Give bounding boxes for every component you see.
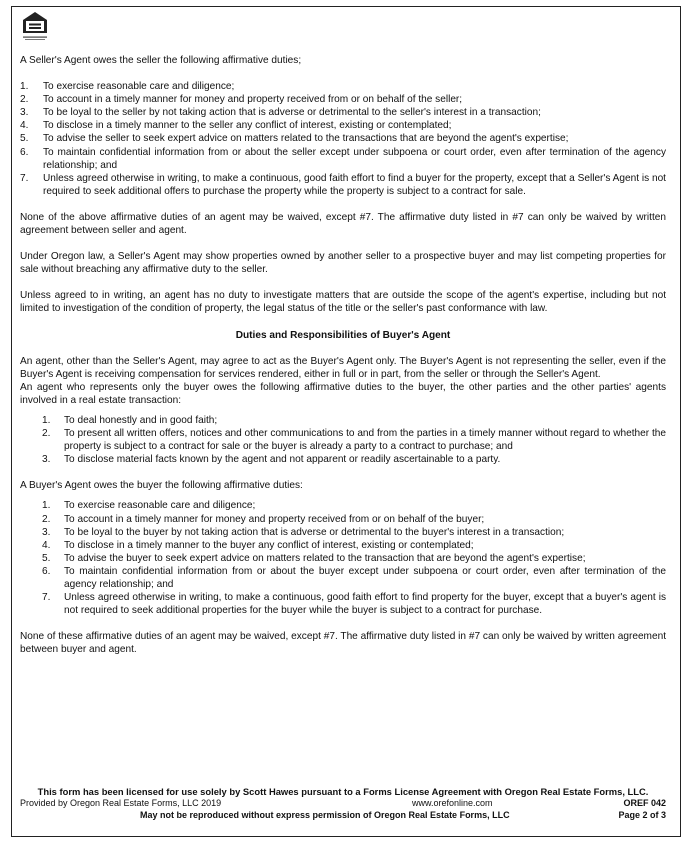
list-item: 2. To present all written offers, notices and other communications to and from the parties in a timely manner without regard to whether the property is subject to a contract for sale or the buyer is already a party to a contract to purchase; and bbox=[42, 428, 666, 453]
page-number: Page 2 of 3 bbox=[618, 809, 666, 820]
list-item: 3. To disclose material facts known by the agent and not apparent or readily ascertainable to a party. bbox=[42, 454, 501, 466]
party-duties-list bbox=[20, 414, 666, 466]
provided-by: Provided by Oregon Real Estate Forms, LLC 2019 bbox=[20, 797, 222, 808]
page-footer bbox=[20, 786, 666, 822]
list-item: 7. Unless agreed otherwise in writing, to make a continuous, good faith effort to find property for the buyer, except that a buyer's agent is not required to seek additional properties for the buyer while the buyer is subject to a contract for purchase. bbox=[42, 592, 666, 617]
buyer-agent-duties-paragraph: An agent who represents only the buyer owes the following affirmative duties to the buyer, the other parties and the other parties' agents involved in a real estate transaction: bbox=[20, 381, 666, 406]
investigation-paragraph: Unless agreed to in writing, an agent has no duty to investigate matters that are outside the scope of the agent's expertise, including but not limited to investigation of the condition of property, the legal status of the title or the seller's past conformance with law. bbox=[20, 290, 666, 315]
reproduction-notice: May not be reproduced without express permission of Oregon Real Estate Forms, LLC bbox=[140, 809, 510, 820]
list-item: 7. Unless agreed otherwise in writing, to make a continuous, good faith effort to find a buyer for the property, except that a Seller's Agent is not required to seek additional offers to purchase the property while the property is subject to a contract for sale. bbox=[20, 172, 666, 197]
section-heading: Duties and Responsibilities of Buyer's Agent bbox=[235, 329, 451, 341]
list-item: 3. To be loyal to the seller by not taking action that is adverse or detrimental to the seller's interest in a transaction; bbox=[20, 107, 541, 119]
list-item: 1. To exercise reasonable care and diligence; bbox=[20, 81, 235, 93]
list-item: 3. To be loyal to the buyer by not taking action that is adverse or detrimental to the buyer's interest in a transaction; bbox=[42, 526, 565, 538]
license-notice: This form has been licensed for use solely by Scott Hawes pursuant to a Forms License Agreement with Oregon Real Estate Forms, LLC. bbox=[37, 786, 649, 797]
list-item: 5. To advise the buyer to seek expert advice on matters related to the transaction that are beyond the agent's expertise; bbox=[42, 552, 586, 564]
form-id: OREF 042 bbox=[623, 797, 666, 808]
waiver-paragraph-seller: None of the above affirmative duties of an agent may be waived, except #7. The affirmative duty listed in #7 can only be waived by written agreement between seller and agent. bbox=[20, 211, 666, 237]
buyer-duties-list bbox=[20, 499, 666, 617]
list-item: 1. To exercise reasonable care and diligence; bbox=[42, 500, 256, 512]
list-item: 6. To maintain confidential information from or about the buyer except under subpoena or court order, even after termination of the agency relationship; and bbox=[42, 565, 666, 590]
document-body bbox=[20, 54, 666, 656]
equal-housing-opportunity-icon bbox=[21, 11, 49, 45]
footer-row-1 bbox=[20, 798, 666, 810]
list-item: 4. To disclose in a timely manner to the buyer any conflict of interest, existing or contemplated; bbox=[42, 539, 474, 551]
seller-duties-intro: A Seller's Agent owes the seller the following affirmative duties; bbox=[20, 55, 302, 66]
website-link[interactable]: www.orefonline.com bbox=[412, 797, 493, 808]
footer-row-2 bbox=[20, 810, 666, 822]
buyer-agent-intro-paragraph: An agent, other than the Seller's Agent, may agree to act as the Buyer's Agent only. The Buyer's Agent is not representing the seller, even if the Buyer's Agent is receiving compensation for services rendered, either in full or in part, from the seller or through the Seller's Agent. bbox=[20, 355, 666, 380]
list-item: 6. To maintain confidential information from or about the seller except under subpoena or court order, even after termination of the agency relationship; and bbox=[20, 146, 666, 171]
oregon-law-paragraph: Under Oregon law, a Seller's Agent may show properties owned by another seller to a prospective buyer and may list competing properties for sale without breaching any affirmative duty to the seller. bbox=[20, 251, 666, 276]
waiver-paragraph-buyer: None of these affirmative duties of an agent may be waived, except #7. The affirmative duty listed in #7 can only be waived by written agreement between buyer and agent. bbox=[20, 631, 666, 656]
list-item: 1. To deal honestly and in good faith; bbox=[42, 414, 218, 426]
list-item: 5. To advise the seller to seek expert advice on matters related to the transactions that are beyond the agent's expertise; bbox=[20, 133, 569, 145]
list-item: 2. To account in a timely manner for money and property received from or on behalf of the buyer; bbox=[42, 513, 485, 525]
buyer-duties-intro: A Buyer's Agent owes the buyer the following affirmative duties: bbox=[20, 480, 303, 492]
list-item: 2. To account in a timely manner for money and property received from or on behalf of the seller; bbox=[20, 94, 463, 106]
seller-duties-list bbox=[20, 80, 666, 198]
list-item: 4. To disclose in a timely manner to the seller any conflict of interest, existing or contemplated; bbox=[20, 120, 452, 132]
